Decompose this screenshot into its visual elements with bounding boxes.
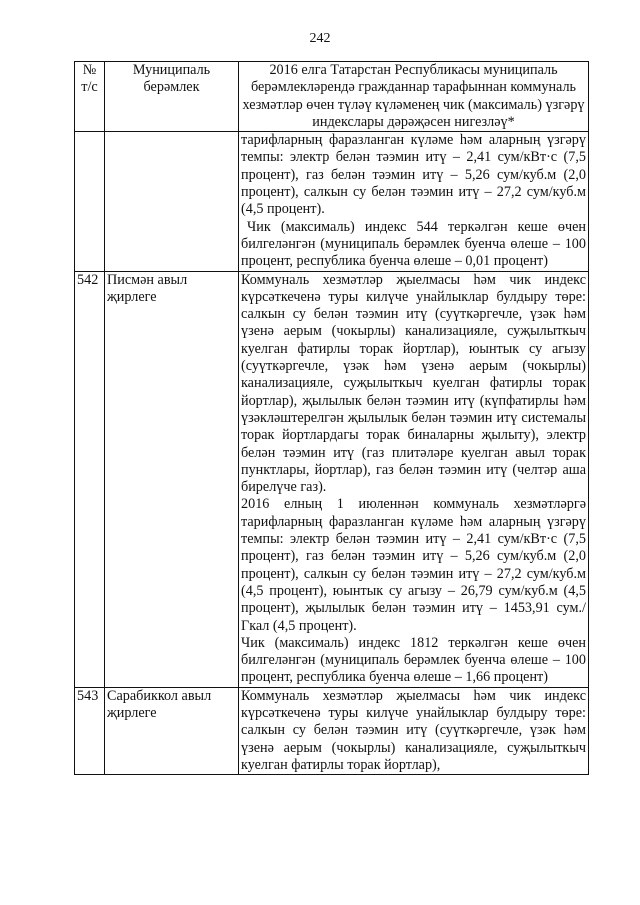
table-row [75, 132, 589, 271]
row-description [239, 132, 589, 271]
row-paragraph: Чик (максималь) индекс 544 теркәлгән кеше өчен билгеләнгән (муниципаль берәмлек буенча өлеше – 100 процент, республика буенча өлеше – 0,01 процент) [241, 218, 586, 270]
row-paragraph: тарифларның фаразланган күләме һәм аларның үзгәрү темпы: электр белән тәэмин итү – 2,41 сум/кВт·с (7,5 процент), газ белән тәэмин итү – 5,26 сум/куб.м (2,0 процент), салкын су белән тәэмин итү – 27,2 сум/куб.м (4,5 процент). [241, 132, 586, 218]
row-description [239, 271, 589, 687]
row-number [75, 132, 105, 271]
header-description: 2016 елга Татарстан Республикасы муниципаль берәмлекләрендә гражданнар тарафыннан коммуналь хезмәтләр өчен түләү күләменең чик (максималь) үзгәрү индекслары дәрәҗәсен нигезләү* [239, 62, 589, 132]
row-municipality: Сарабиккол авыл җирлеге [105, 687, 239, 774]
row-municipality: Писмән авыл җирлеге [105, 271, 239, 687]
row-number: 543 [75, 687, 105, 774]
row-description [239, 687, 589, 774]
page-number: 242 [309, 31, 331, 46]
table-row [75, 687, 589, 774]
row-paragraph: Коммуналь хезмәтләр җыелмасы һәм чик индекс күрсәткеченә туры килүче унайлыклар булдыру төре: салкын су белән тәэмин итү (суүткәргечле, үзәк һәм үзенә аерым (чокырлы) канализацияле, суҗылыткыч куелган фатирлы торак йортлар), [241, 687, 586, 773]
row-paragraph: Коммуналь хезмәтләр җыелмасы һәм чик индекс күрсәткеченә туры килүче унайлыклар булдыру төре: салкын су белән тәэмин итү (суүткәргечле, үзәк һәм үзенә аерым (чокырлы) канализацияле, суҗылыткыч куелган фатирлы торак йортлар), юынтык су агызу (суүткәргечле, үзәк һәм үзенә аерым (чокырлы) канализацияле, суҗылыткыч куелган фатирлы торак йортлар), җылылык белән тәэмин итү (күпфатирлы һәм үзәкләштерелгән җылылык белән тәэмин итү системалы торак йортлардагы торак биналарны җылыту), электр белән тәэмин итү (газ плитәләре куелган авыл торак пунктлары, йортлар), газ белән тәэмин итү (челтәр аша бирелүче газ). [241, 271, 586, 496]
table-row [75, 271, 589, 687]
row-paragraph: Чик (максималь) индекс 1812 теркәлгән кеше өчен билгеләнгән (муниципаль берәмлек буенча өлеше – 100 процент, республика буенча өлеше – 1,66 процент) [241, 634, 586, 686]
row-paragraph: 2016 елның 1 июленнән коммуналь хезмәтләргә тарифларның фаразланган күләме һәм аларның үзгәрү темпы: электр белән тәэмин итү – 2,41 сум/кВт·с (7,5 процент), газ белән тәэмин итү – 5,26 сум/куб.м (2,0 процент), салкын су белән тәэмин итү – 27,2 сум/куб.м (4,5 процент), юынтык су агызу – 26,79 сум/куб.м (4,5 процент), җылылык белән тәэмин итү – 1453,91 сум./Гкал (4,5 процент). [241, 496, 586, 634]
tariff-table [74, 61, 589, 775]
row-number: 542 [75, 271, 105, 687]
table-header-row [75, 62, 589, 132]
header-number: № т/с [75, 62, 105, 132]
row-municipality [105, 132, 239, 271]
header-municipality: Муниципаль берәмлек [105, 62, 239, 132]
